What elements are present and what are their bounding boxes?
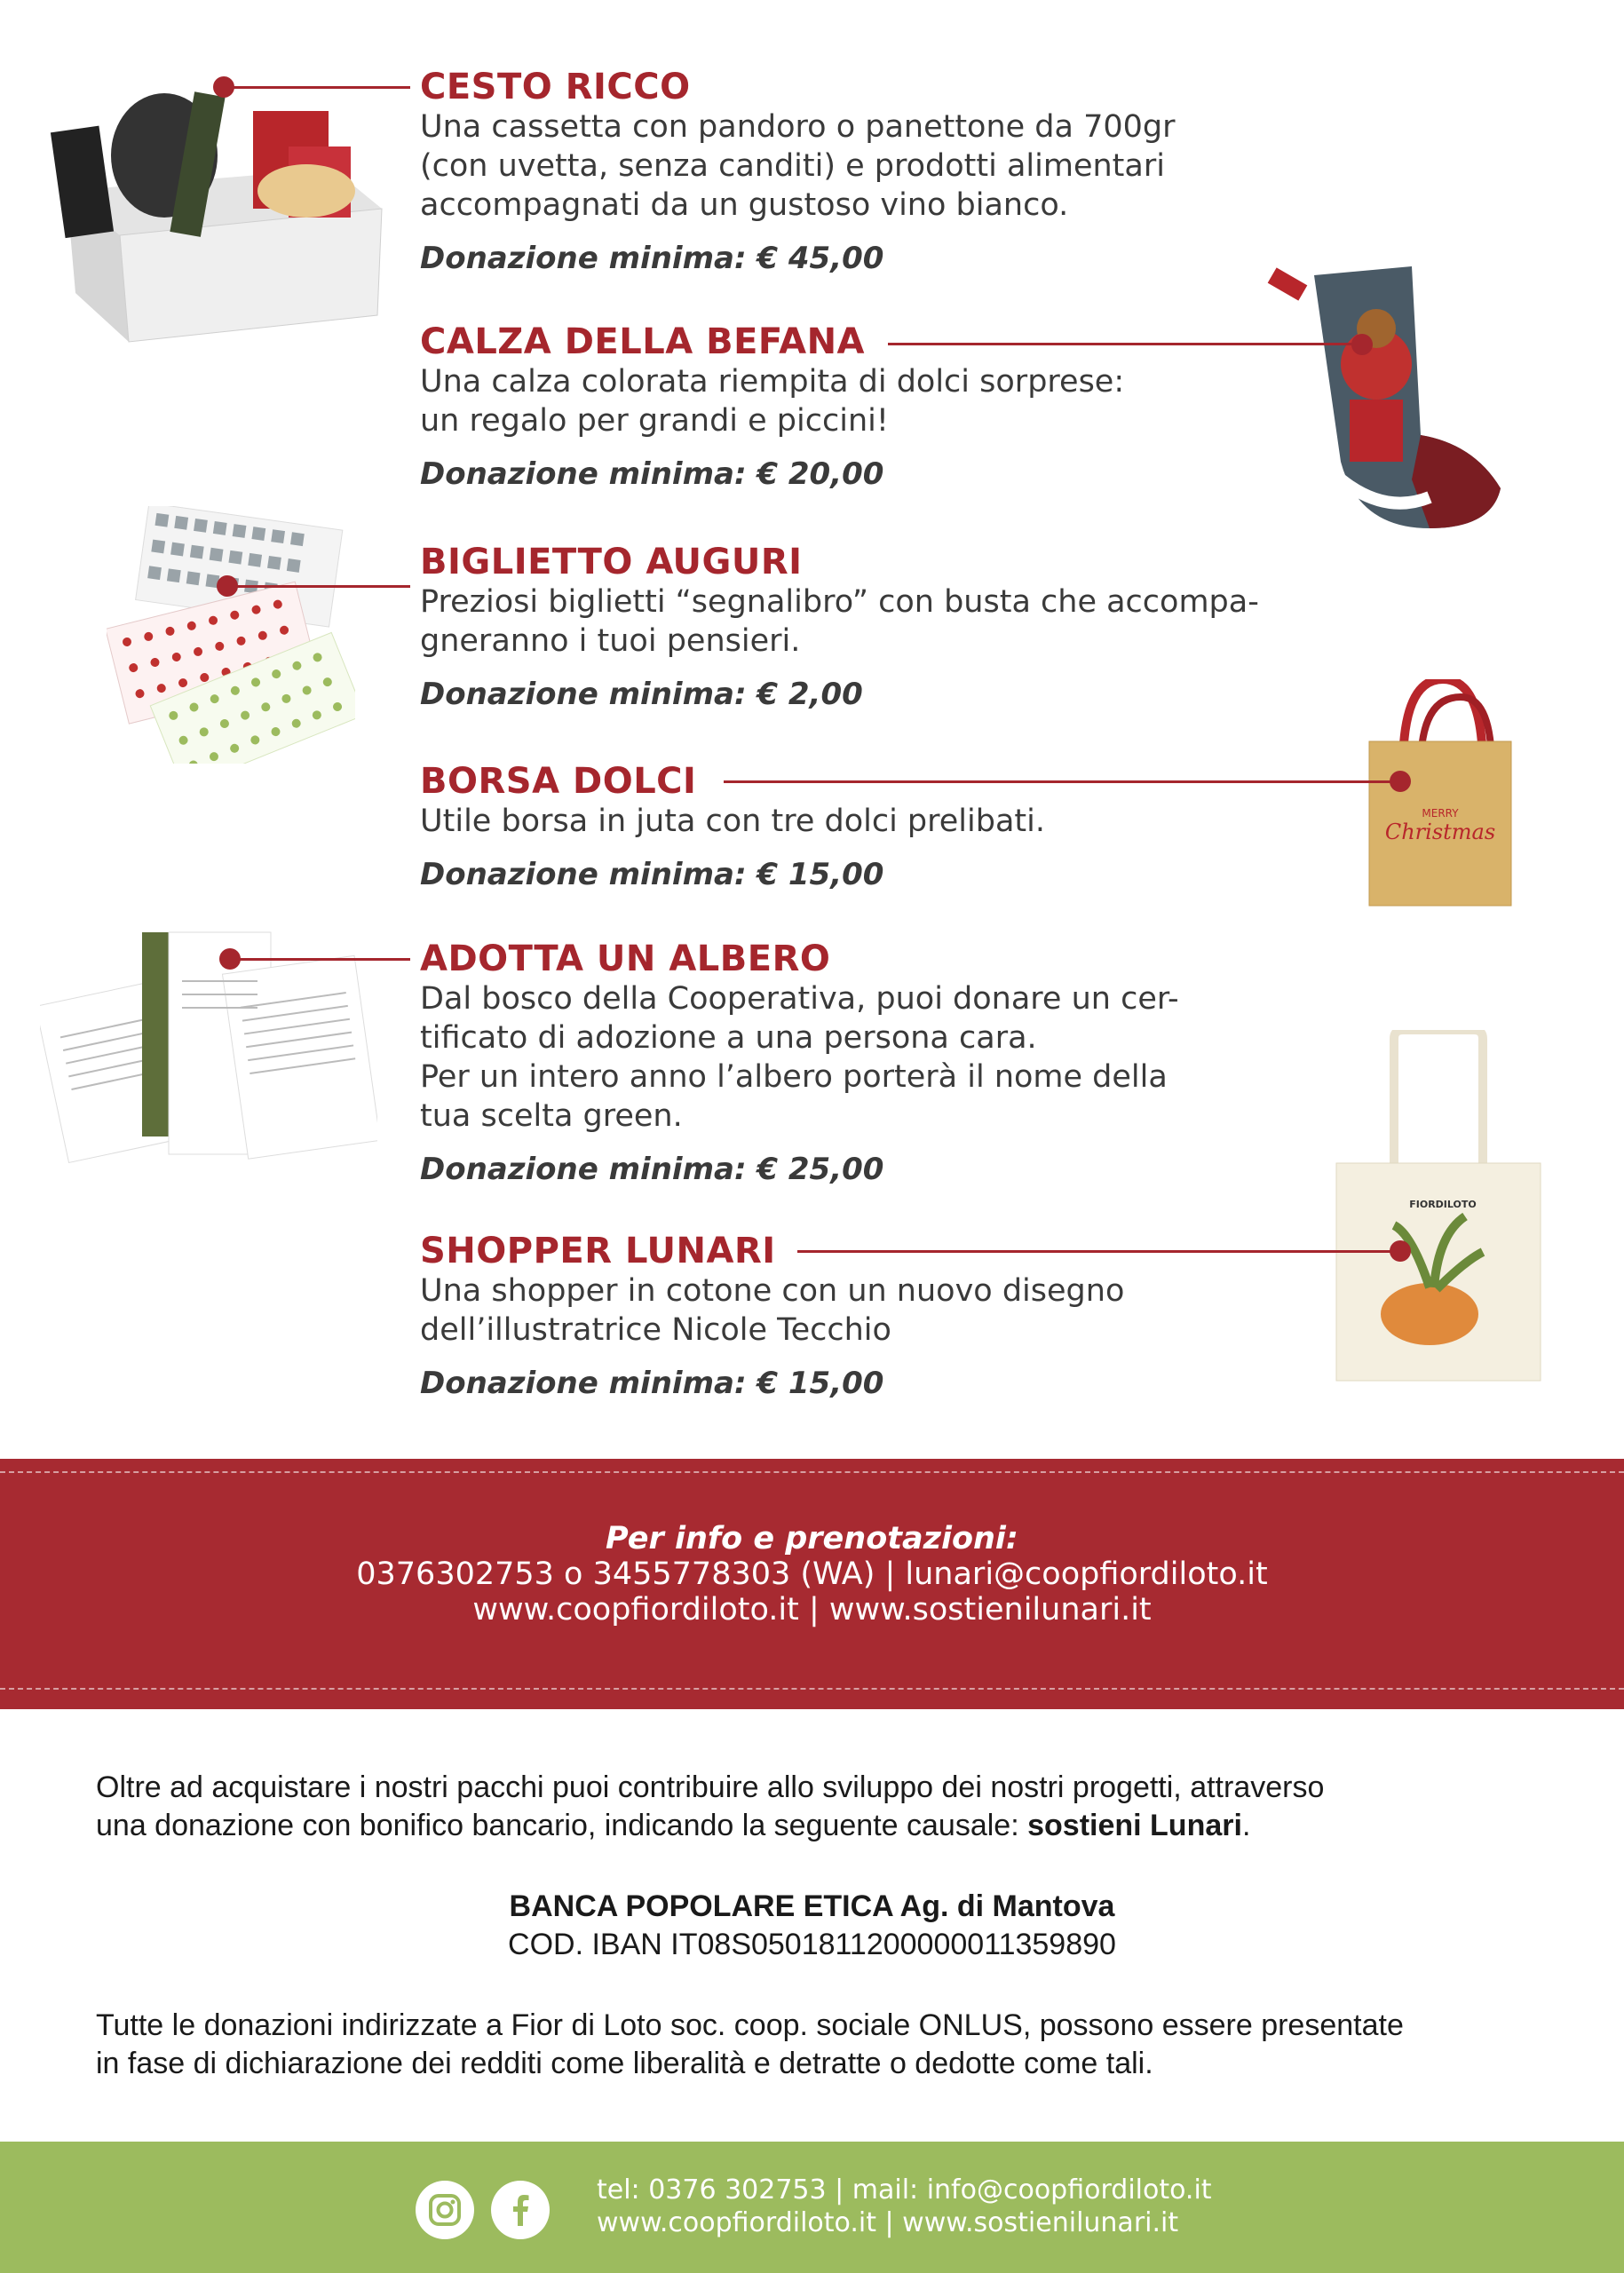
connector-dot (213, 76, 234, 98)
jute-bag-image (1359, 679, 1527, 919)
gift-basket-image (49, 58, 386, 351)
item-adotta-un-albero (420, 939, 1308, 1187)
donation-causale: sostieni Lunari (1027, 1809, 1242, 1842)
item-title: ADOTTA UN ALBERO (420, 939, 831, 979)
greeting-cards-image (107, 506, 355, 764)
item-price: Donazione minima: € 25,00 (420, 1152, 884, 1187)
item-title: SHOPPER LUNARI (420, 1231, 776, 1271)
item-title: BIGLIETTO AUGURI (420, 542, 803, 582)
item-title: CALZA DELLA BEFANA (420, 321, 866, 362)
footer-contacts: tel: 0376 302753 | mail: info@coopfiordiloto.it www.coopfiordiloto.it | www.sostienilunari.it (597, 2174, 1212, 2238)
footer (0, 2142, 1624, 2273)
instagram-icon[interactable] (416, 2181, 474, 2239)
info-band (0, 1459, 1624, 1709)
item-description: Una shopper in cotone con un nuovo disegno dell’illustratrice Nicole Tecchio (420, 1273, 1125, 1348)
bank-iban: COD. IBAN IT08S0501811200000011359890 (508, 1928, 1116, 1961)
dashed-divider (0, 1471, 1624, 1473)
item-price: Donazione minima: € 45,00 (420, 241, 884, 276)
info-title: Per info e prenotazioni: (606, 1521, 1018, 1556)
connector-dot (219, 948, 241, 970)
bag-print-text: Christmas (1384, 820, 1496, 844)
shopper-brand-text: FIORDILOTO (1409, 1199, 1477, 1210)
connector-dot (1390, 771, 1411, 792)
item-description: Una cassetta con pandoro o panettone da 700gr (con uvetta, senza canditi) e prodotti alimentari accompagnati da un gustoso vino bianco. (420, 109, 1176, 223)
info-contacts[interactable]: 0376302753 o 3455778303 (WA) | lunari@coopfiordiloto.it (356, 1556, 1268, 1592)
tax-paragraph: Tutte le donazioni indirizzate a Fior di Loto soc. coop. sociale ONLUS, possono essere presentate in fase di dichiarazione dei redditi come liberalità e detratte o dedotte come tali. (96, 2008, 1404, 2080)
bank-info (0, 1888, 1624, 1964)
item-cesto-ricco (420, 67, 1308, 276)
item-borsa-dolci (420, 761, 1308, 892)
item-shopper-lunari (420, 1231, 1308, 1401)
tree-certificate-image (40, 928, 377, 1168)
connector-dot (1351, 334, 1373, 355)
item-description: Preziosi biglietti “segnalibro” con busta che accompa- gneranno i tuoi pensieri. (420, 584, 1259, 659)
donation-paragraph: Oltre ad acquistare i nostri pacchi puoi contribuire allo sviluppo dei nostri progetti, attraverso una donazione con bonifico bancario, indicando la seguente causale: sostieni Lunari. (96, 1770, 1325, 1842)
bag-print-text: MERRY (1422, 807, 1459, 820)
connector-dot (217, 575, 238, 597)
tote-bag-image (1332, 1030, 1545, 1385)
item-price: Donazione minima: € 2,00 (420, 677, 863, 712)
connector-dot (1390, 1240, 1411, 1262)
dashed-divider (0, 1688, 1624, 1690)
facebook-icon[interactable] (491, 2181, 550, 2239)
info-block (0, 1521, 1624, 1628)
bank-name: BANCA POPOLARE ETICA Ag. di Mantova (509, 1889, 1115, 1923)
item-description: Una calza colorata riempita di dolci sorprese: un regalo per grandi e piccini! (420, 364, 1125, 439)
connector-line (229, 585, 410, 588)
item-price: Donazione minima: € 20,00 (420, 456, 884, 492)
info-websites[interactable]: www.coopfiordiloto.it | www.sostienilunari.it (472, 1592, 1152, 1628)
item-price: Donazione minima: € 15,00 (420, 1366, 884, 1401)
item-biglietto-auguri (420, 542, 1308, 712)
item-description: Dal bosco della Cooperativa, puoi donare un cer- tificato di adozione a una persona cara. Per un intero anno l’albero porterà il nome della tua scelta green. (420, 981, 1179, 1134)
item-title: BORSA DOLCI (420, 761, 697, 802)
item-price: Donazione minima: € 15,00 (420, 857, 884, 892)
item-description: Utile borsa in juta con tre dolci prelibati. (420, 804, 1045, 839)
connector-line (237, 958, 410, 961)
item-calza-della-befana (420, 321, 1308, 492)
connector-line (224, 86, 410, 89)
item-title: CESTO RICCO (420, 67, 691, 107)
